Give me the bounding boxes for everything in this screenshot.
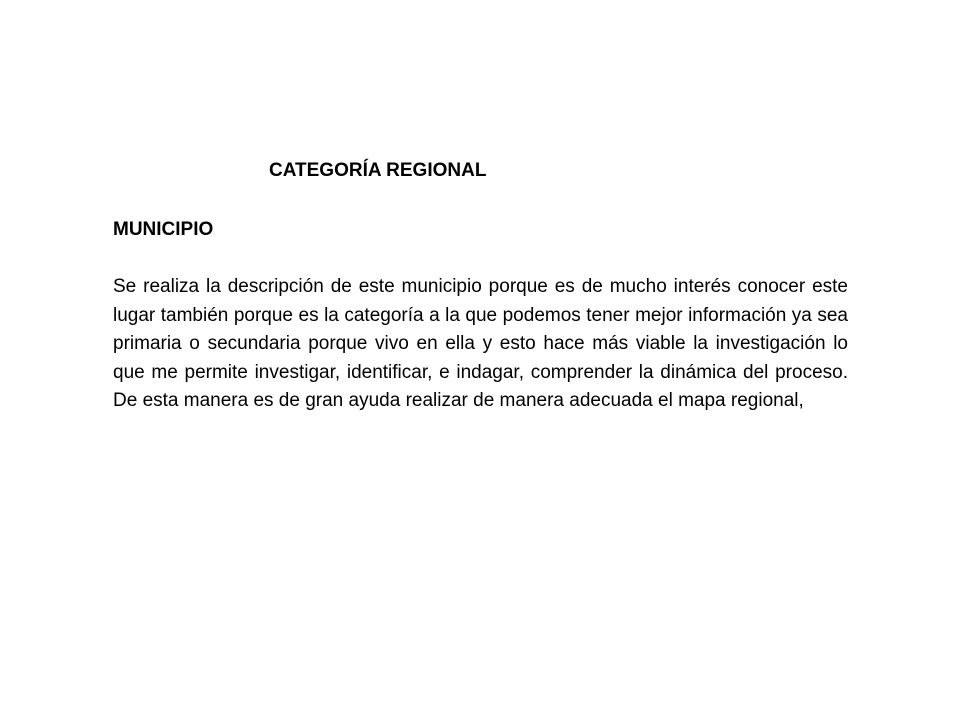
body-paragraph: Se realiza la descripción de este municipio porque es de mucho interés conocer este lugar también porque es la categoría a la que podemos tener mejor información ya sea primaria o secundaria porque vivo en ella y esto hace más viable la investigación lo que me permite investigar, identificar, e indagar, comprender la dinámica del proceso. De esta manera es de gran ayuda realizar de manera adecuada el mapa regional, — [113, 276, 848, 412]
page-title: CATEGORÍA REGIONAL — [269, 160, 487, 181]
section-heading: MUNICIPIO — [113, 219, 214, 240]
